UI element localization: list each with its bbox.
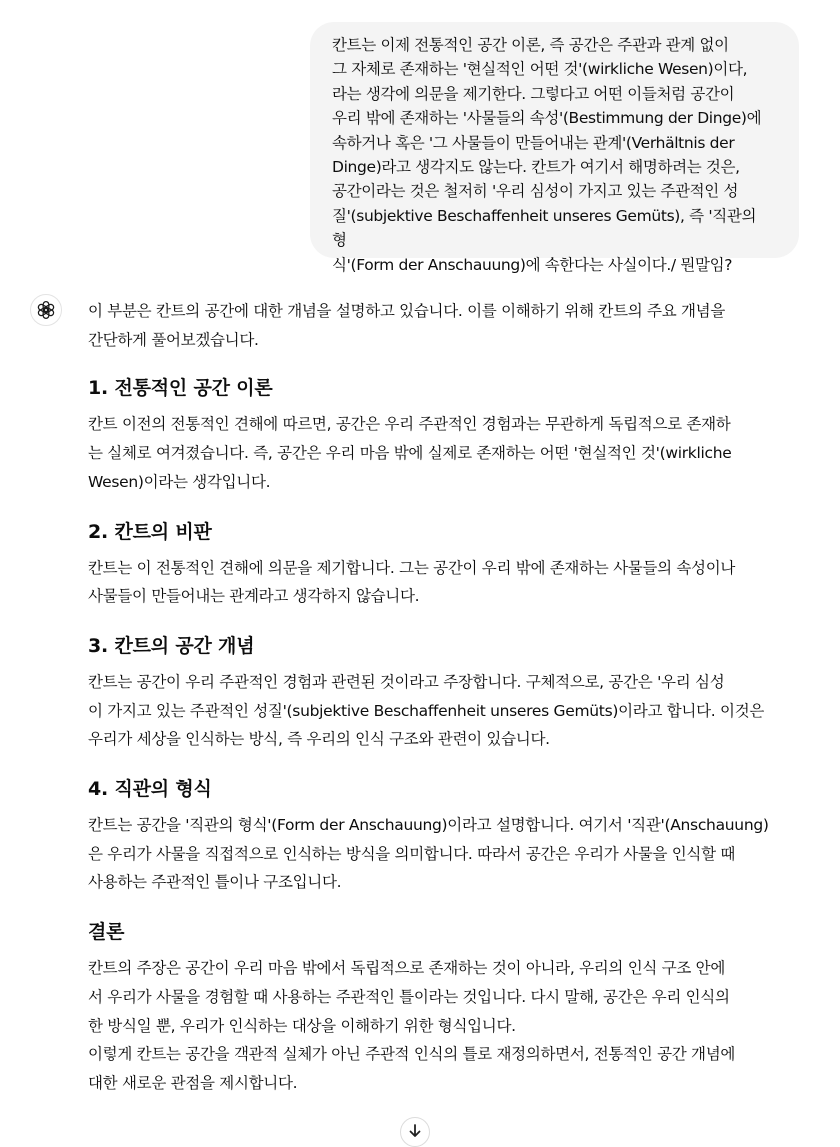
section-form-of-intuition: [88, 775, 808, 897]
section-body: 칸트의 주장은 공간이 우리 마음 밖에서 독립적으로 존재하는 것이 아니라, 우리의 인식 구조 안에 서 우리가 사물을 경험할 때 사용하는 주관적인 틀이라는 것입니다. 다시 말해, 공간은 우리 인식의 한 방식일 뿐, 우리가 인식하는 대상을 이해하기 위한 형식입니다.: [88, 959, 730, 1035]
section-kant-space-concept: [88, 632, 808, 754]
openai-logo-icon: [36, 300, 56, 320]
assistant-closing: 이렇게 칸트는 공간을 객관적 실체가 아닌 주관적 인식의 틀로 재정의하면서, 전통적인 공간 개념에 대한 새로운 관점을 제시합니다.: [88, 1045, 736, 1092]
user-message-text: 칸트는 이제 전통적인 공간 이론, 즉 공간은 주관과 관계 없이 그 자체로 존재하는 '현실적인 어떤 것'(wirkliche Wesen)이다, 라는 생각에 의문을 제기한다. 그렇다고 어떤 이들처럼 공간이 우리 밖에 존재하는 '사물들의 속성'(Bestimmung der Dinge)에 속하거나 혹은 '그 사물들이 만들어내는 관계'(Verhältnis der Dinge)라고 생각지도 않는다. 칸트가 여기서 해명하려는 것은, 공간이라는 것은 철저히 '우리 심성이 가지고 있는 주관적인 성 질'(subjektive Beschaffenheit unseres Gemüts), 즉 '직관의 형 식'(Form der Anschauung)에 속한다는 사실이다./ 뭔말임?: [332, 36, 762, 274]
section-body: 칸트는 공간을 '직관의 형식'(Form der Anschauung)이라고 설명합니다. 여기서 '직관'(Anschauung) 은 우리가 사물을 직접적으로 인식하는 방식을 의미합니다. 따라서 공간은 우리가 사물을 인식할 때 사용하는 주관적인 틀이나 구조입니다.: [88, 816, 769, 892]
assistant-message: [88, 297, 808, 1098]
section-body: 칸트는 공간이 우리 주관적인 경험과 관련된 것이라고 주장합니다. 구체적으로, 공간은 '우리 심성 이 가지고 있는 주관적인 성질'(subjektive Beschaffenheit unseres Gemüts)이라고 합니다. 이것은 우리가 세상을 인식하는 방식, 즉 우리의 인식 구조와 관련이 있습니다.: [88, 672, 765, 749]
section-traditional-space-theory: [88, 374, 808, 496]
user-message-bubble: [310, 22, 799, 274]
arrow-down-icon: [408, 1124, 422, 1138]
scroll-to-bottom-button[interactable]: [400, 1117, 430, 1147]
assistant-intro: 이 부분은 칸트의 공간에 대한 개념을 설명하고 있습니다. 이를 이해하기 위해 칸트의 주요 개념을 간단하게 풀어보겠습니다.: [88, 302, 726, 349]
assistant-avatar: [30, 294, 62, 326]
section-conclusion: [88, 918, 808, 1040]
section-heading: 3. 칸트의 공간 개념: [88, 634, 255, 657]
section-kant-critique: [88, 518, 808, 611]
section-heading: 4. 직관의 형식: [88, 778, 212, 801]
section-body: 칸트 이전의 전통적인 견해에 따르면, 공간은 우리 주관적인 경험과는 무관하게 독립적으로 존재하 는 실체로 여겨졌습니다. 즉, 공간은 우리 마음 밖에 실제로 존재하는 어떤 '현실적인 것'(wirkliche Wesen)이라는 생각입니다.: [88, 415, 732, 491]
section-heading: 1. 전통적인 공간 이론: [88, 377, 273, 400]
section-heading: 2. 칸트의 비판: [88, 520, 212, 543]
section-body: 칸트는 이 전통적인 견해에 의문을 제기합니다. 그는 공간이 우리 밖에 존재하는 사물들의 속성이나 사물들이 만들어내는 관계라고 생각하지 않습니다.: [88, 558, 736, 606]
section-heading: 결론: [88, 921, 125, 944]
